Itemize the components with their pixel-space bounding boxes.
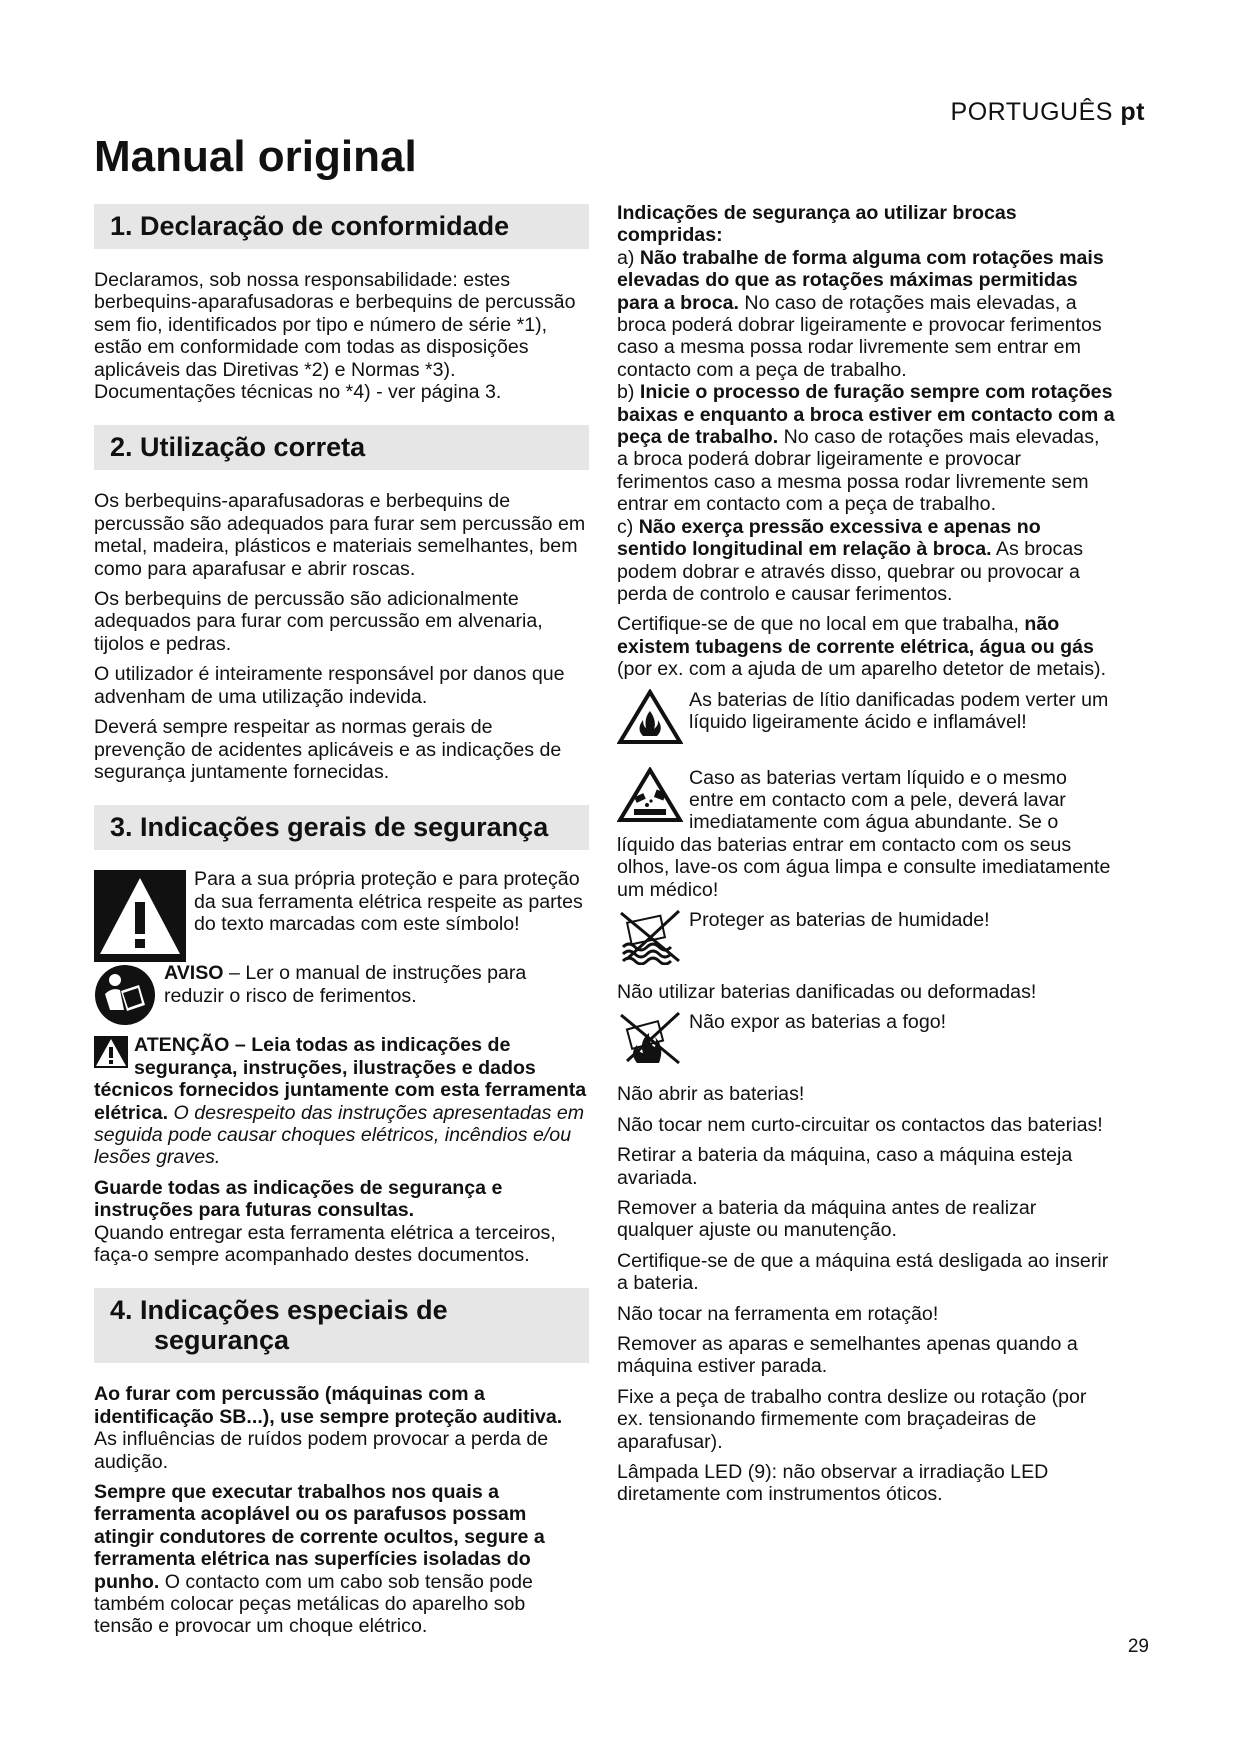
right-column [617,202,1115,1514]
leak-warning [617,767,1115,901]
item-b-text: No caso de rotações mais elevadas, a broca poderá dobrar ligeiramente e provocar ferimentos caso a mesma possa rodar livremente sem entrar em contacto com a peça de trabalho. [617,426,1100,516]
atencao-paragraph [94,1034,589,1168]
item-a-bold: Não trabalhe de forma alguma com rotações mais elevadas do que as rotações máximas permitidas para a broca. [617,246,1104,314]
damaged-note: Não utilizar baterias danificadas ou deformadas! [617,980,1037,1003]
read-manual-icon [94,964,156,1026]
item-a [617,247,1115,381]
section-4-p2-bold: Sempre que executar trabalhos nos quais a ferramenta acoplável ou os parafusos possam atingir condutores de corrente ocultos, segure a ferramenta elétrica nas superfícies isoladas do punho. [94,1481,545,1593]
lithium-warning [617,689,1115,749]
section-1-text: Declaramos, sob nossa responsabilidade: estes berbequins-aparafusadoras e berbequins de percussão sem fio, identificados por tipo e número de série *1), estão em conformidade com todas as disposições aplicáveis das Diretivas *2) e Normas *3). Documentações técnicas no *4) - ver página 3. [94,269,576,404]
section-4-heading-line1: 4. Indicações especiais de [110,1295,448,1326]
aviso-note [94,962,589,1026]
lithium-warning-text: As baterias de lítio danificadas podem verter um líquido ligeiramente ácido e inflamável! [689,688,1109,733]
item-a-text: No caso de rotações mais elevadas, a broca poderá dobrar ligeiramente e provocar ferimentos caso a mesma possa rodar livremente sem entrar em contacto com a peça de trabalho. [617,291,1102,381]
certify-paragraph [617,613,1115,680]
section-2-paragraph: Os berbequins-aparafusadoras e berbequins de percussão são adequados para furar sem percussão em metal, madeira, plásticos e materiais semelhantes, bem como para aparafusar e abrir roscas. [94,490,586,580]
language-code: pt [1120,98,1145,126]
corrosive-warning-icon [617,767,683,823]
section-2-paragraph: Deverá sempre respeitar as normas gerais de prevenção de acidentes aplicáveis e as indicações de segurança juntamente fornecidas. [94,716,562,783]
atencao-italic: O desrespeito das instruções apresentadas em seguida pode causar choques elétricos, incêndios e/ou lesões graves. [94,1101,585,1169]
page-number: 29 [1127,1636,1149,1657]
item-c-text: As brocas podem dobrar e através disso, quebrar ou provocar a perda de controlo e causar ferimentos. [617,538,1084,605]
section-4-paragraph [94,1481,589,1638]
certify-bold: não existem tubagens de corrente elétrica, água ou gás [617,613,1094,658]
safety-item: Não tocar nem curto-circuitar os contactos das baterias! [617,1113,1103,1136]
humidity-note [617,909,1115,973]
item-b-prefix: b) [617,381,640,404]
fire-note [617,1011,1115,1075]
aviso-body: – Ler o manual de instruções para reduzir o risco de ferimentos. [164,962,527,1007]
leak-warning-text: Caso as baterias vertam líquido e o mesmo entre em contacto com a pele, deverá lavar imediatamente com água abundante. Se o líquido das baterias entrar em contacto com os seus olhos, lave-os com água limpa e consulte imediatamente um médico! [617,766,1111,901]
guarde-text: Quando entregar esta ferramenta elétrica a terceiros, faça-o sempre acompanhado destes documentos. [94,1221,556,1266]
certify-text-2: (por ex. com a ajuda de um aparelho detetor de metais). [617,658,1107,681]
page-title: Manual original [94,132,417,181]
section-1-heading: 1. Declaração de conformidade [94,204,589,249]
no-humidity-icon [617,909,683,965]
section-2-heading: 2. Utilização correta [94,425,589,470]
safety-item: Não abrir as baterias! [617,1083,805,1106]
warning-symbol-text: Para a sua própria proteção e para proteção da sua ferramenta elétrica respeite as partes do texto marcadas com este símbolo! [194,868,583,936]
item-c-prefix: c) [617,515,639,538]
atencao-bold: ATENÇÃO – Leia todas as indicações de segurança, instruções, ilustrações e dados técnicos fornecidos juntamente com esta ferramenta elétrica. [94,1034,587,1124]
section-2-paragraph: O utilizador é inteiramente responsável por danos que advenham de uma utilização indevida. [94,663,565,708]
humidity-text: Proteger as baterias de humidade! [689,908,990,931]
guarde-paragraph [94,1177,589,1222]
warning-symbol-note [94,870,589,962]
section-2-paragraph: Os berbequins de percussão são adicionalmente adequados para furar com percussão em alvenaria, tijolos e pedras. [94,588,543,655]
no-fire-icon [617,1011,683,1067]
safety-item: Retirar a bateria da máquina, caso a máquina esteja avariada. [617,1144,1073,1189]
aviso-label: AVISO [164,962,224,985]
section-4-p1-bold: Ao furar com percussão (máquinas com a identificação SB...), use sempre proteção auditiva. [94,1383,563,1428]
item-b [617,381,1115,515]
safety-item: Remover a bateria da máquina antes de realizar qualquer ajuste ou manutenção. [617,1197,1037,1242]
section-4-heading [94,1288,589,1363]
language-name: PORTUGUÊS [950,98,1113,126]
safety-item: Fixe a peça de trabalho contra deslize ou rotação (por ex. tensionando firmemente com braçadeiras de aparafusar). [617,1385,1087,1453]
language-header [951,98,1145,127]
safety-item: Certifique-se de que a máquina está desligada ao inserir a bateria. [617,1249,1109,1295]
section-4-heading-line2: segurança [154,1325,290,1356]
section-3-heading: 3. Indicações gerais de segurança [94,805,589,850]
aviso-text [164,962,589,1007]
fire-text: Não expor as baterias a fogo! [689,1011,947,1034]
section-4-p1-text: As influências de ruídos podem provocar a perda de audição. [94,1428,549,1473]
flammable-warning-icon [617,689,683,745]
item-a-prefix: a) [617,246,640,269]
safety-item: Remover as aparas e semelhantes apenas quando a máquina estiver parada. [617,1333,1078,1378]
item-c-bold: Não exerça pressão excessiva e apenas no sentido longitudinal em relação à broca. [617,515,1041,561]
long-drill-heading-text: Indicações de segurança ao utilizar brocas compridas: [617,202,1017,247]
section-4-p2-text: O contacto com um cabo sob tensão pode também colocar peças metálicas do aparelho sob tensão e provocar um choque elétrico. [94,1570,533,1638]
long-drill-heading [617,202,1115,247]
safety-item: Não tocar na ferramenta em rotação! [617,1302,939,1325]
left-column [94,204,589,1646]
guarde-bold: Guarde todas as indicações de segurança e instruções para futuras consultas. [94,1176,503,1222]
certify-text: Certifique-se de que no local em que trabalha, [617,613,1025,636]
section-4-paragraph [94,1383,589,1473]
item-b-bold: Inicie o processo de furação sempre com rotações baixas e enquanto a broca estiver em contacto com a peça de trabalho. [617,381,1115,449]
item-c [617,516,1115,606]
warning-triangle-icon [94,870,186,962]
safety-item: Lâmpada LED (9): não observar a irradiação LED diretamente com instrumentos óticos. [617,1461,1049,1506]
small-warning-icon [94,1036,128,1068]
